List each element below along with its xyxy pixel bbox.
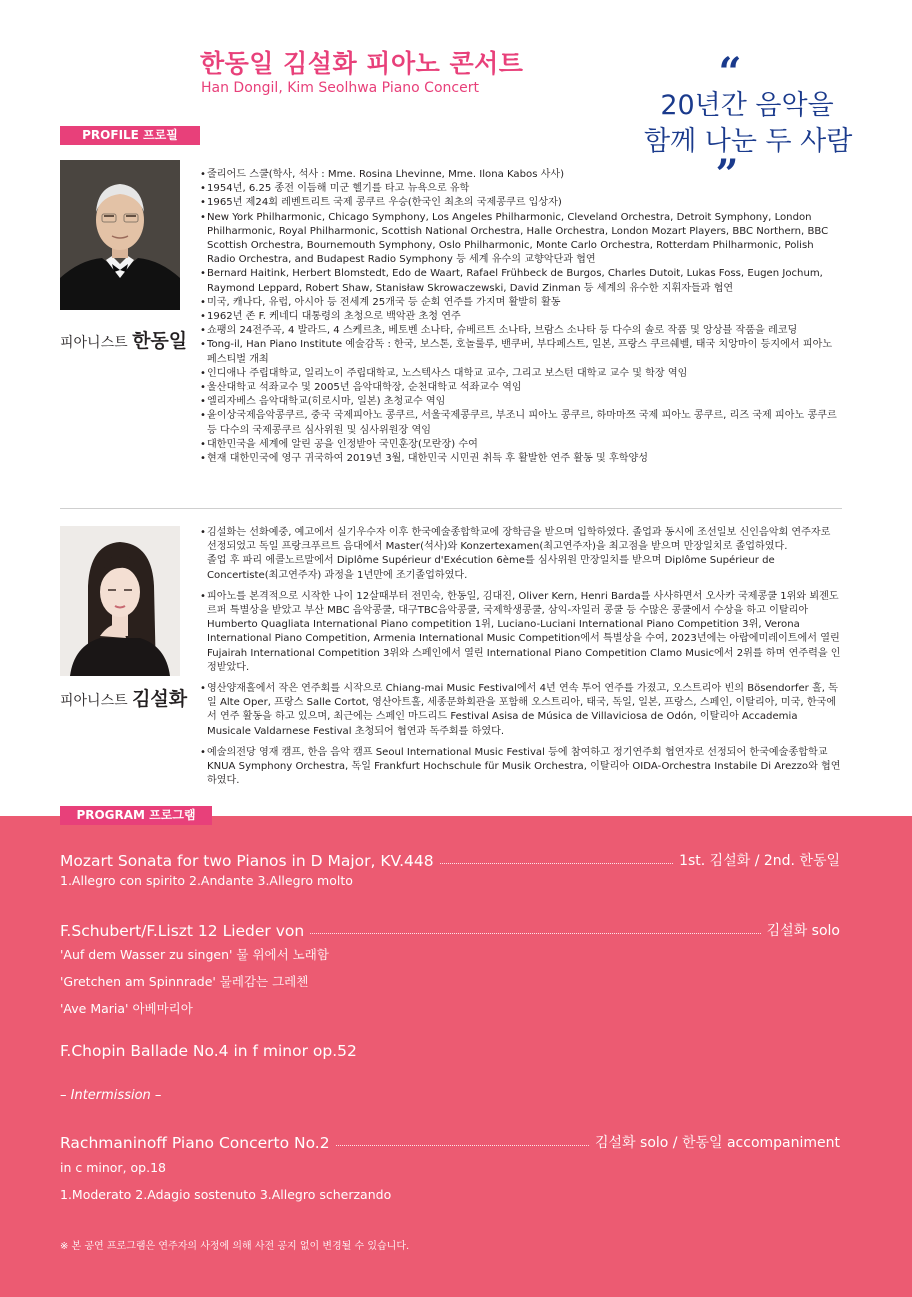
program-change-notice: ※ 본 공연 프로그램은 연주자의 사정에 의해 사전 공지 없이 변경될 수 있습니다. — [60, 1241, 410, 1252]
caption-prefix: 피아니스트 — [60, 335, 128, 351]
bio-kim-seolhwa — [200, 526, 842, 795]
bio-item: • 피아노를 본격적으로 시작한 나이 12살때부터 전민숙, 한동일, 김대진, Oliver Kern, Henri Barda를 사사하면서 오사카 국제콩쿨 1위와 뵈젠도르퍼 특별상을 받았고 부산 MBC 음악콩쿨, 대구TBC음악콩쿨, 국제학생콩쿨, 삼익-자일러 콩쿨 등 수많은 콩쿨에서 수상을 하고 이탈리아 Humberto Quagliata International Piano competition 1위, Luciano-Luciani International Piano Competition 3위, Verona International Piano Competition, Armenia International Music Competition에서 특별상을 수여, 2023년에는 아랍에미레이트에서 열린 Fujairah International Competition 3위와 스페인에서 열린 International Piano Competition Clamo Music에서 2위를 하며 연주력을 인정받았다. — [200, 590, 842, 675]
bio-item: • 1962년 존 F. 케네디 대통령의 초청으로 백악관 초청 연주 — [200, 310, 842, 324]
program-title: Mozart Sonata for two Pianos in D Major, KV.448 — [60, 852, 434, 870]
program-item-schubert-liszt — [60, 918, 840, 940]
tagline-line-1: 20년간 음악을 — [660, 90, 834, 121]
bio-item: • 윤이상국제음악콩쿠르, 중국 국제피아노 콩쿠르, 서울국제콩쿠르, 부조니 피아노 콩쿠르, 하마마쯔 국제 피아노 콩쿠르, 리즈 국제 피아노 콩쿠르 등 다수의 국제콩쿠르 심사위원 및 심사위원장 역임 — [200, 409, 842, 437]
bio-item: • 현재 대한민국에 영구 귀국하여 2019년 3월, 대한민국 시민권 취득 후 활발한 연주 활동 및 후학양성 — [200, 452, 842, 466]
program-performer: 김설화 solo / 한동일 accompaniment — [595, 1135, 840, 1151]
intermission-label: – Intermission – — [60, 1088, 162, 1103]
close-quote-icon: ” — [715, 151, 739, 198]
artist-name: 김설화 — [132, 688, 188, 710]
program-performer: 김설화 solo — [766, 923, 840, 939]
bio-item: • 미국, 캐나다, 유럽, 아시아 등 전세계 25개국 등 순회 연주를 가지며 활발히 활동 — [200, 296, 842, 310]
program-title: F.Chopin Ballade No.4 in f minor op.52 — [60, 1042, 357, 1060]
program-key: in c minor, op.18 — [60, 1160, 166, 1175]
leader-dots — [440, 863, 673, 864]
program-song: 'Gretchen am Spinnrade' 물레감는 그레첸 — [60, 974, 309, 989]
bio-item: • 1954년, 6.25 종전 이듬해 미군 헬기를 타고 뉴욕으로 유학 — [200, 182, 842, 196]
program-item-rachmaninoff — [60, 1130, 840, 1152]
bio-item: • 대한민국을 세계에 알린 공을 인정받아 국민훈장(모란장) 수여 — [200, 438, 842, 452]
bio-item: • New York Philharmonic, Chicago Symphony, Los Angeles Philharmonic, Cleveland Orchestra, Detroit Symphony, London Philharmonic, Royal Philharmonic, Scottish National Orchestra, Halle Orchestra, London Mozart Players, BBC Northern, BBC Scottish Orchestra, Bournemouth Symphony, Oslo Philharmonic, Monte Carlo Orchestra, Rotterdam Philharmonic, Polish Radio Orchestra, and Budapest Radio Symphony 등 세계 유수의 교향악단과 협연 — [200, 211, 842, 268]
program-title: Rachmaninoff Piano Concerto No.2 — [60, 1134, 330, 1152]
program-movements: 1.Moderato 2.Adagio sostenuto 3.Allegro scherzando — [60, 1187, 392, 1202]
bio-item: • Tong-il, Han Piano Institute 예술감독 : 한국, 보스톤, 호놀룰루, 밴쿠버, 부다페스트, 일본, 프랑스 쿠르쉐벨, 태국 치앙마이 등지에서 피아노 페스티벌 개최 — [200, 338, 842, 366]
program-song: 'Auf dem Wasser zu singen' 물 위에서 노래함 — [60, 947, 329, 962]
artist-name: 한동일 — [132, 330, 188, 352]
program-section-tag: PROGRAM 프로그램 — [60, 806, 212, 825]
concert-title-english: Han Dongil, Kim Seolhwa Piano Concert — [201, 80, 479, 96]
portrait-han-dongil — [60, 160, 180, 310]
bio-item: • 엘리자베스 음악대학교(히로시마, 일본) 초청교수 역임 — [200, 395, 842, 409]
caption-prefix: 피아니스트 — [60, 693, 128, 709]
program-movements: 1.Allegro con spirito 2.Andante 3.Allegro molto — [60, 873, 353, 888]
bio-item: • 인디애나 주립대학교, 일리노이 주립대학교, 노스텍사스 대학교 교수, 그리고 보스턴 대학교 교수 및 학장 역임 — [200, 367, 842, 381]
profile-section-tag: PROFILE 프로필 — [60, 126, 200, 145]
program-title: F.Schubert/F.Liszt 12 Lieder von — [60, 922, 305, 940]
bio-han-dongil — [200, 168, 842, 466]
program-item-chopin — [60, 1038, 840, 1060]
bio-item: • 영산양재홀에서 작은 연주회를 시작으로 Chiang-mai Music Festival에서 4년 연속 투어 연주를 가졌고, 오스트리아 빈의 Bösendorfer 홀, 독일 Alte Oper, 프랑스 Salle Cortot, 영산아트홀, 세종문화회관을 포함해 오스트리아, 태국, 독일, 일본, 프랑스, 스페인, 이탈리아, 미국, 한국에서 연주 활동을 하고 있으며, 최근에는 스페인 마드리드 Festival Asisa de Música de Villaviciosa de Odón, 이탈리아 Accademia Musicale Valdarnese Festival 초청되어 협연과 독주회를 하였다. — [200, 682, 842, 739]
concert-title-korean: 한동일 김설화 피아노 콘서트 — [200, 49, 524, 78]
program-item-mozart — [60, 848, 840, 870]
caption-han-dongil — [60, 326, 200, 353]
tagline-line-2: 함께 나눈 두 사람 — [644, 126, 853, 157]
bio-item: • Bernard Haitink, Herbert Blomstedt, Edo de Waart, Rafael Frühbeck de Burgos, Charles Dutoit, Lukas Foss, Eugen Jochum, Raymond Leppard, Robert Shaw, Stanisław Skrowaczewski, David Zinman 등 세계의 유수한 지휘자들과 협연 — [200, 267, 842, 295]
open-quote-icon: “ — [718, 49, 742, 96]
program-section — [0, 816, 912, 1297]
leader-dots — [310, 933, 760, 934]
bio-item: • 예술의전당 영재 캠프, 한음 음악 캠프 Seoul International Music Festival 등에 참여하고 정기연주회 협연자로 선정되어 한국예술종합학교 KNUA Symphony Orchestra, 독일 Frankfurt Hochschule für Musik Orchestra, 이탈리아 OIDA-Orchestra Instabile Di Arezzo와 협연하였다. — [200, 746, 842, 789]
program-performer: 1st. 김설화 / 2nd. 한동일 — [679, 853, 840, 869]
program-song: 'Ave Maria' 아베마리아 — [60, 1001, 193, 1016]
section-divider — [60, 508, 842, 509]
bio-item: • 1965년 제24회 레벤트리트 국제 콩쿠르 우승(한국인 최초의 국제콩쿠르 입상자) — [200, 196, 842, 210]
leader-dots — [336, 1145, 589, 1146]
portrait-kim-seolhwa — [60, 526, 180, 676]
bio-item: • 줄리어드 스쿨(학사, 석사 : Mme. Rosina Lhevinne, Mme. Ilona Kabos 사사) — [200, 168, 842, 182]
bio-item: • 울산대학교 석좌교수 및 2005년 음악대학장, 순천대학교 석좌교수 역임 — [200, 381, 842, 395]
bio-item: • 김설화는 선화예중, 예고에서 실기우수자 이후 한국예술종합학교에 장학금을 받으며 입학하였다. 졸업과 동시에 조선일보 신인음악회 연주자로 선정되었고 독일 프랑크푸르트 음대에서 Master(석사)와 Konzertexamen(최고연주자)을 최고점을 받으며 만장일치로 졸업하였다. 졸업 후 파리 에콜노르말에서 Diplôme Supérieur d'Exécution 6ème를 심사위원 만장일치를 받으며 Diplôme Supérieur de Concertiste(최고연주자) 과정을 1년만에 조기졸업하였다. — [200, 526, 842, 583]
caption-kim-seolhwa — [60, 684, 200, 711]
bio-item: • 쇼팽의 24전주곡, 4 발라드, 4 스케르초, 베토벤 소나타, 슈베르트 소나타, 브람스 소나타 등 다수의 솔로 작품 및 앙상블 작품을 레코딩 — [200, 324, 842, 338]
